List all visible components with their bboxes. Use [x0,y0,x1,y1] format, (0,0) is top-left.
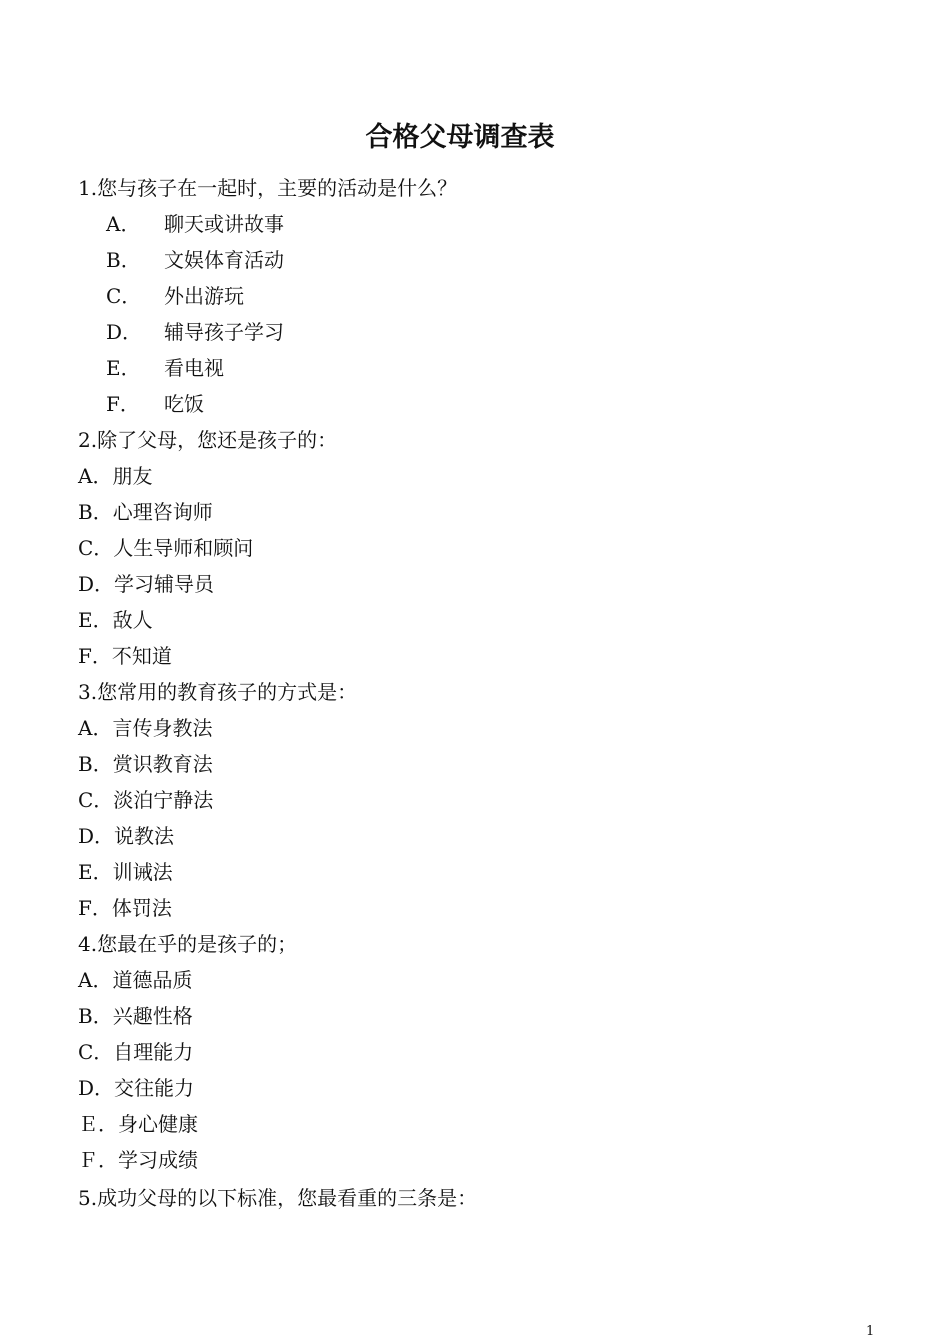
q2-option-d: D．学习辅导员 [78,572,215,596]
q1-option-a-letter: A． [106,212,141,236]
q1-option-c-letter: C． [106,284,142,308]
q4-option-b: B．兴趣性格 [78,1004,193,1028]
q3-option-b: B．赏识教育法 [78,752,213,776]
question-4: 4.您最在乎的是孩子的； [78,932,298,956]
q2-option-b: B．心理咨询师 [78,500,213,524]
question-2: 2.除了父母，您还是孩子的： [78,428,338,452]
q2-option-e: E．敌人 [78,608,153,632]
q1-option-d-letter: D． [106,320,143,344]
q3-option-a: A．言传身教法 [78,716,213,740]
q2-option-c: C．人生导师和顾问 [78,536,254,560]
q4-option-f: Ｆ．学习成绩 [78,1148,198,1172]
q1-option-e-text: 看电视 [164,356,224,380]
q1-option-e-letter: E． [106,356,141,380]
q4-option-d: D．交往能力 [78,1076,195,1100]
q2-option-f: F．不知道 [78,644,172,668]
q1-option-b-text: 文娱体育活动 [164,248,284,272]
q1-option-a-text: 聊天或讲故事 [164,212,284,236]
question-3: 3.您常用的教育孩子的方式是： [78,680,358,704]
q4-option-e: Ｅ．身心健康 [78,1112,198,1136]
q1-option-d-text: 辅导孩子学习 [164,320,284,344]
q3-option-c: C．淡泊宁静法 [78,788,214,812]
page-number: 1 [866,1324,875,1339]
question-1: 1.您与孩子在一起时，主要的活动是什么？ [78,176,458,200]
question-5: 5.成功父母的以下标准，您最看重的三条是： [78,1186,478,1210]
q3-option-f: F．体罚法 [78,896,172,920]
q3-option-e: E．训诫法 [78,860,173,884]
q1-option-f-letter: F． [106,392,140,416]
q4-option-a: A．道德品质 [78,968,193,992]
q1-option-c-text: 外出游玩 [164,284,244,308]
q1-option-b-letter: B． [106,248,141,272]
q4-option-c: C．自理能力 [78,1040,194,1064]
document-title: 合格父母调查表 [365,122,555,153]
q3-option-d: D．说教法 [78,824,175,848]
q2-option-a: A．朋友 [78,464,153,488]
q1-option-f-text: 吃饭 [164,392,204,416]
